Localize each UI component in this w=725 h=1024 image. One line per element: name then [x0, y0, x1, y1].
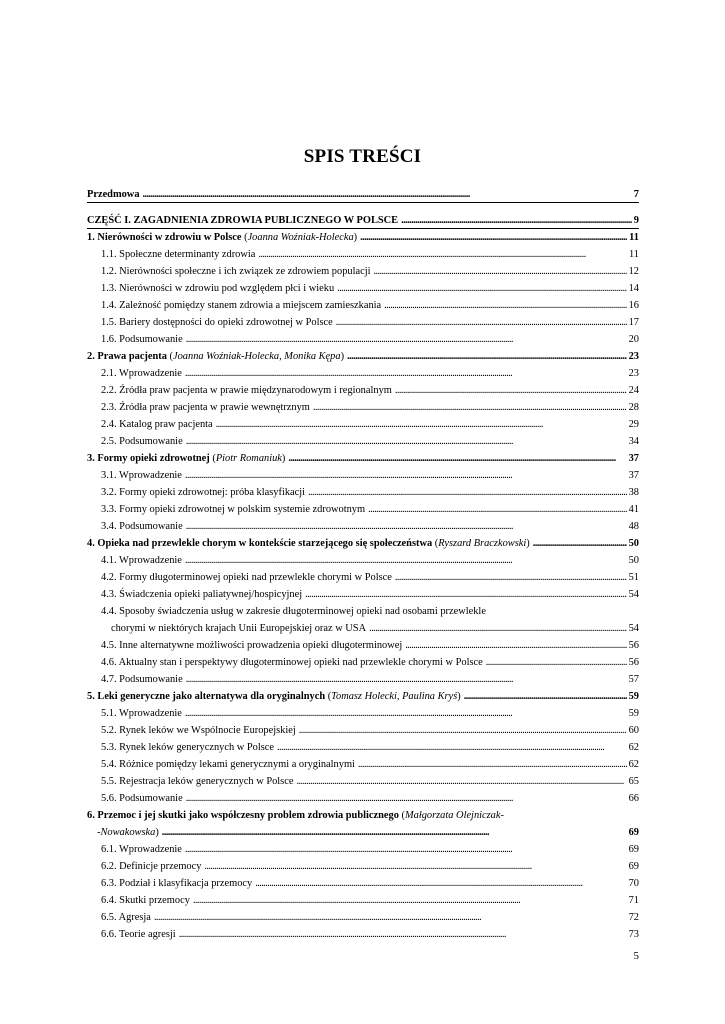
- toc-entry-title: [101, 722, 299, 739]
- leader-dots: [296, 773, 626, 790]
- toc-entry-title: [101, 263, 373, 280]
- toc-entry-text: 1.4. Zależność pomiędzy stanem zdrowia a miejscem zamieszkania: [101, 300, 382, 311]
- toc-entry-text: 4. Opieka nad przewlekle chorym w kontekście starzejącego się społeczeństwa: [87, 538, 433, 549]
- toc-entry-title: [87, 186, 143, 203]
- leader-dots: [384, 297, 626, 314]
- toc-entry-line: [101, 246, 639, 263]
- toc-page-number: 29: [628, 419, 639, 430]
- toc-entry-line: [101, 263, 639, 280]
- toc-entry-title: [101, 586, 305, 603]
- toc-entry-text: 6.1. Wprowadzenie: [101, 844, 182, 855]
- paren: (: [432, 538, 439, 549]
- toc-entry-line: [101, 926, 639, 943]
- toc-entry-author: Piotr Romaniuk: [215, 453, 282, 464]
- toc-page-number: 59: [628, 691, 639, 702]
- toc-subsection-entry[interactable]: [101, 586, 639, 603]
- toc-entry-title: [101, 297, 384, 314]
- toc-entry-line: [101, 314, 639, 331]
- toc-entry-text-continued: chorymi w niektórych krajach Unii Europejskiej oraz w USA: [111, 623, 367, 634]
- toc-page-number: 38: [628, 487, 639, 498]
- leader-dots: [347, 348, 627, 365]
- toc-page-number: 37: [628, 453, 639, 464]
- toc-entry-line: [87, 229, 639, 246]
- toc-entry-title: [87, 450, 288, 467]
- toc-subsection-entry[interactable]: [101, 841, 639, 858]
- toc-entry-text: 6.6. Teorie agresji: [101, 929, 176, 940]
- toc-entry-line: [101, 705, 639, 722]
- toc-page-number: 51: [628, 572, 639, 583]
- toc-entry-text: 6.2. Definicje przemocy: [101, 861, 202, 872]
- leader-dots: [185, 705, 627, 722]
- leader-dots: [204, 858, 626, 875]
- toc-entry-title: [87, 688, 464, 705]
- toc-entry-text: 2.1. Wprowadzenie: [101, 368, 182, 379]
- toc-entry-author: Małgorzata Olejniczak-: [404, 810, 504, 821]
- toc-entry-line: [87, 348, 639, 365]
- toc-page-number: 50: [628, 538, 639, 549]
- leader-dots: [368, 501, 627, 518]
- toc-entry-line: [87, 450, 639, 467]
- toc-page-number: 50: [628, 555, 639, 566]
- toc-subsection-entry[interactable]: [101, 399, 639, 416]
- leader-dots: [255, 875, 626, 892]
- leader-dots: [395, 569, 627, 586]
- toc-entry-author-continued: -Nowakowska: [97, 827, 156, 838]
- toc-entry-line: [101, 841, 639, 858]
- toc-subsection-entry[interactable]: [101, 484, 639, 501]
- toc-page-number: 24: [628, 385, 639, 396]
- toc-page-number: 69: [628, 844, 639, 855]
- toc-entry-line: [101, 756, 639, 773]
- leader-dots: [401, 212, 632, 229]
- toc-entry-text: 2.3. Źródła praw pacjenta w prawie wewnętrznym: [101, 402, 310, 413]
- toc-page-number: 12: [628, 266, 639, 277]
- toc-entry-line: [101, 620, 639, 637]
- toc-entry-line: [87, 535, 639, 552]
- toc-entry-text: 5.1. Wprowadzenie: [101, 708, 182, 719]
- leader-dots: [305, 586, 626, 603]
- toc-entry-line: [87, 212, 639, 229]
- toc-entry-text: 6.5. Agresja: [101, 912, 151, 923]
- toc-entry-text: Przedmowa: [87, 189, 140, 200]
- toc-page-number: 7: [633, 189, 639, 200]
- toc-entry-title: [101, 365, 185, 382]
- toc-subsection-entry[interactable]: [101, 433, 639, 450]
- toc-page-number: 34: [628, 436, 639, 447]
- toc-entry-line: [87, 807, 639, 824]
- toc-entry-line: [101, 484, 639, 501]
- toc-entry-title: [87, 348, 347, 365]
- toc-subsection-entry[interactable]: [101, 858, 639, 875]
- toc-entry-title: [101, 875, 255, 892]
- toc-page-number: 60: [628, 725, 639, 736]
- toc-subsection-entry[interactable]: [101, 705, 639, 722]
- toc-page-number: 11: [628, 249, 639, 260]
- toc-entry-text: 3.1. Wprowadzenie: [101, 470, 182, 481]
- toc-page-number: 65: [628, 776, 639, 787]
- leader-dots: [258, 246, 627, 263]
- toc-entry-line: [101, 773, 639, 790]
- leader-dots: [185, 467, 627, 484]
- toc-entry-title: [101, 501, 368, 518]
- toc-entry-title: [101, 637, 405, 654]
- toc-entry-text: 5.6. Podsumowanie: [101, 793, 183, 804]
- leader-dots: [313, 399, 627, 416]
- leader-dots: [162, 824, 627, 841]
- toc-entry-line: [101, 433, 639, 450]
- toc-subsection-entry[interactable]: [101, 518, 639, 535]
- toc-page-number: 48: [628, 521, 639, 532]
- toc-entry-line: [101, 501, 639, 518]
- leader-dots: [185, 552, 627, 569]
- toc-subsection-entry[interactable]: [101, 280, 639, 297]
- toc-entry-line: [101, 518, 639, 535]
- leader-dots: [185, 365, 627, 382]
- toc-entry-text: 6. Przemoc i jej skutki jako współczesny problem zdrowia publicznego: [87, 810, 399, 821]
- toc-entry-text: 5.3. Rynek leków generycznych w Polsce: [101, 742, 275, 753]
- toc-entry-text: 3.2. Formy opieki zdrowotnej: próba klasyfikacji: [101, 487, 306, 498]
- leader-dots: [533, 535, 627, 552]
- toc-page-number: 41: [628, 504, 639, 515]
- toc-page-number: 16: [628, 300, 639, 311]
- leader-dots: [154, 909, 627, 926]
- toc-entry-line: [101, 552, 639, 569]
- toc-entry-line: [87, 824, 639, 841]
- toc-chapter-entry[interactable]: [87, 348, 639, 365]
- toc-page-number: 14: [628, 283, 639, 294]
- leader-dots: [186, 331, 627, 348]
- toc-page-number: 57: [628, 674, 639, 685]
- toc-entry-title: [101, 552, 185, 569]
- toc-entry-text: 5.4. Różnice pomiędzy lekami generycznymi a oryginalnymi: [101, 759, 355, 770]
- toc-subsection-entry[interactable]: [101, 773, 639, 790]
- toc-entry-text: 1.5. Bariery dostępności do opieki zdrowotnej w Polsce: [101, 317, 333, 328]
- toc-subsection-entry[interactable]: [101, 263, 639, 280]
- toc-page-number: 54: [628, 589, 639, 600]
- toc-entry-text: 6.3. Podział i klasyfikacja przemocy: [101, 878, 253, 889]
- toc-entry-text: 4.5. Inne alternatywne możliwości prowadzenia opieki długoterminowej: [101, 640, 403, 651]
- paren: ): [340, 351, 345, 362]
- toc-entry-text: 2.4. Katalog praw pacjenta: [101, 419, 213, 430]
- toc-entry-title: [101, 246, 258, 263]
- toc-page-number: 56: [628, 657, 639, 668]
- toc-entry-line: [101, 892, 639, 909]
- toc-entry-title: [101, 518, 186, 535]
- toc-page-number: 11: [629, 232, 639, 243]
- toc-entry-line: [101, 671, 639, 688]
- page-title: SPIS TREŚCI: [303, 146, 422, 167]
- toc-page-number: 23: [628, 351, 639, 362]
- toc-entry-text: CZĘŚĆ I. ZAGADNIENIA ZDROWIA PUBLICZNEGO W POLSCE: [87, 215, 399, 226]
- toc-subsection-entry[interactable]: [101, 314, 639, 331]
- toc-entry-line: [101, 467, 639, 484]
- toc-subsection-entry[interactable]: [101, 654, 639, 671]
- paren: (: [166, 351, 173, 362]
- toc-entry-line: [101, 280, 639, 297]
- toc-entry-text: 2.5. Podsumowanie: [101, 436, 183, 447]
- toc-page-number: 9: [633, 215, 639, 226]
- toc-entry-title: [101, 756, 358, 773]
- leader-dots: [308, 484, 627, 501]
- toc-entry-text: 2.2. Źródła praw pacjenta w prawie międzynarodowym i regionalnym: [101, 385, 392, 396]
- leader-dots: [405, 637, 626, 654]
- toc-entry-line: [101, 331, 639, 348]
- toc-page-number: 69: [628, 861, 639, 872]
- toc-entry-title: [101, 382, 395, 399]
- leader-dots: [486, 654, 627, 671]
- paren: (: [209, 453, 216, 464]
- toc-entry-text: 1.1. Społeczne determinanty zdrowia: [101, 249, 256, 260]
- leader-dots: [143, 186, 632, 203]
- leader-dots: [216, 416, 627, 433]
- toc-subsection-entry[interactable]: [101, 892, 639, 909]
- toc-subsection-entry[interactable]: [101, 467, 639, 484]
- toc-page-number: 62: [628, 759, 639, 770]
- toc-entry-line: [87, 186, 639, 203]
- leader-dots: [186, 518, 627, 535]
- toc-entry-line: [101, 790, 639, 807]
- toc-entry-line: [101, 416, 639, 433]
- leader-dots: [395, 382, 627, 399]
- toc-page-number: 72: [628, 912, 639, 923]
- toc-entry-line: [101, 365, 639, 382]
- toc-page-number: 54: [628, 623, 639, 634]
- leader-dots: [464, 688, 627, 705]
- toc-subsection-entry[interactable]: [101, 926, 639, 943]
- toc-chapter-entry[interactable]: [87, 535, 639, 552]
- toc-page-number: 37: [628, 470, 639, 481]
- paren: (: [325, 691, 332, 702]
- toc-entry-text: 3.4. Podsumowanie: [101, 521, 183, 532]
- toc-subsection-entry[interactable]: [101, 909, 639, 926]
- toc-entry-text: 1.2. Nierówności społeczne i ich związek ze zdrowiem populacji: [101, 266, 371, 277]
- toc-entry-text: 4.3. Świadczenia opieki paliatywnej/hospicyjnej: [101, 589, 303, 600]
- toc-entry-line: [101, 654, 639, 671]
- toc-subsection-entry[interactable]: [101, 790, 639, 807]
- toc-entry-author: Joanna Woźniak-Holecka: [247, 232, 354, 243]
- toc-page-number: 17: [628, 317, 639, 328]
- toc-entry-text: 4.1. Wprowadzenie: [101, 555, 182, 566]
- toc-page-number: 56: [628, 640, 639, 651]
- leader-dots: [186, 790, 627, 807]
- paren: ): [281, 453, 286, 464]
- toc-entry-line: [101, 603, 639, 620]
- toc-page-number: 59: [628, 708, 639, 719]
- leader-dots: [277, 739, 627, 756]
- toc-chapter-entry[interactable]: [87, 212, 639, 229]
- toc-entry-title: [101, 416, 216, 433]
- paren: (: [398, 810, 405, 821]
- leader-dots: [179, 926, 627, 943]
- toc-entry-title: [87, 229, 360, 246]
- leader-dots: [186, 671, 627, 688]
- toc-chapter-entry[interactable]: [87, 229, 639, 246]
- toc-subsection-entry[interactable]: [101, 756, 639, 773]
- divider: [87, 202, 639, 203]
- toc-entry-title: [101, 399, 313, 416]
- toc-entry-text: 5. Leki generyczne jako alternatywa dla oryginalnych: [87, 691, 326, 702]
- toc-entry-text: 2. Prawa pacjenta: [87, 351, 167, 362]
- toc-entry-title: [101, 790, 186, 807]
- toc-entry-line: [87, 688, 639, 705]
- toc-entry-text: 5.2. Rynek leków we Wspólnocie Europejskiej: [101, 725, 296, 736]
- paren: ): [457, 691, 461, 702]
- toc-chapter-entry[interactable]: [87, 807, 639, 841]
- toc-entry-title: [101, 909, 154, 926]
- toc-entry-title: [101, 705, 185, 722]
- toc-entry-line: [101, 858, 639, 875]
- paren: ): [526, 538, 530, 549]
- divider: [87, 228, 639, 229]
- toc-subsection-entry[interactable]: [101, 331, 639, 348]
- toc-entry-line: [101, 297, 639, 314]
- toc-entry-title: [97, 824, 162, 841]
- toc-page-number: 71: [628, 895, 639, 906]
- toc-entry-title: [101, 739, 277, 756]
- toc-entry-line: [101, 722, 639, 739]
- toc-subsection-entry[interactable]: [101, 297, 639, 314]
- toc-entry-text: 1. Nierówności w zdrowiu w Polsce: [87, 232, 242, 243]
- toc-entry-text: 3. Formy opieki zdrowotnej: [87, 453, 210, 464]
- toc-page-number: 69: [628, 827, 639, 838]
- toc-subsection-entry[interactable]: [101, 246, 639, 263]
- toc-subsection-entry[interactable]: [101, 365, 639, 382]
- toc-entry-title: [101, 671, 186, 688]
- toc-subsection-entry[interactable]: [101, 569, 639, 586]
- leader-dots: [186, 433, 627, 450]
- toc-subsection-entry[interactable]: [101, 552, 639, 569]
- toc-entry-text: 4.2. Formy długoterminowej opieki nad przewlekle chorymi w Polsce: [101, 572, 392, 583]
- toc-entry-text: 1.6. Podsumowanie: [101, 334, 183, 345]
- toc-entry-line: [101, 382, 639, 399]
- leader-dots: [288, 450, 626, 467]
- paren: ): [353, 232, 358, 243]
- toc-subsection-entry[interactable]: [101, 637, 639, 654]
- toc-subsection-entry[interactable]: [101, 603, 639, 637]
- toc-entry-title: [101, 467, 185, 484]
- toc-entry-text: 3.3. Formy opieki zdrowotnej w polskim systemie zdrowotnym: [101, 504, 366, 515]
- leader-dots: [336, 314, 627, 331]
- toc-entry-author: Joanna Woźniak-Holecka, Monika Kępa: [173, 351, 341, 362]
- toc-entry-author: Tomasz Holecki, Paulina Kryś: [331, 691, 458, 702]
- toc-entry-title: [101, 280, 337, 297]
- leader-dots: [299, 722, 627, 739]
- paren: ): [155, 827, 159, 838]
- leader-dots: [185, 841, 627, 858]
- leader-dots: [358, 756, 627, 773]
- toc-entry-title: [101, 654, 486, 671]
- toc-entry-line: [101, 637, 639, 654]
- toc-entry-title: [101, 858, 204, 875]
- toc-subsection-entry[interactable]: [101, 501, 639, 518]
- toc-entry-line: [101, 909, 639, 926]
- toc-entry-author: Ryszard Braczkowski: [438, 538, 527, 549]
- toc-entry-title: [101, 569, 395, 586]
- page-number: 5: [633, 950, 639, 962]
- toc-subsection-entry[interactable]: [101, 671, 639, 688]
- toc-entry-line: [101, 739, 639, 756]
- toc-entry-title: [87, 212, 401, 229]
- toc-entry-line: [101, 569, 639, 586]
- toc-entry-text: 1.3. Nierówności w zdrowiu pod względem płci i wieku: [101, 283, 335, 294]
- leader-dots: [337, 280, 626, 297]
- toc-page-number: 62: [628, 742, 639, 753]
- toc-entry-title: [101, 331, 186, 348]
- toc-entry-line: [101, 875, 639, 892]
- toc-entry-title: [101, 314, 336, 331]
- leader-dots: [369, 620, 627, 637]
- toc-entry-title: [101, 892, 193, 909]
- toc-entry-title: [101, 926, 179, 943]
- toc-page-number: 28: [628, 402, 639, 413]
- toc-entry-text: 5.5. Rejestracja leków generycznych w Polsce: [101, 776, 294, 787]
- leader-dots: [360, 229, 627, 246]
- toc-entry-text: 4.6. Aktualny stan i perspektywy długoterminowej opieki nad przewlekle chorymi w Polsce: [101, 657, 483, 668]
- toc-subsection-entry[interactable]: [101, 382, 639, 399]
- toc-page-number: 73: [628, 929, 639, 940]
- toc-entry-title: [101, 433, 186, 450]
- leader-dots: [373, 263, 626, 280]
- toc-subsection-entry[interactable]: [101, 739, 639, 756]
- toc-page-number: 23: [628, 368, 639, 379]
- toc-entry-title: [101, 484, 308, 501]
- toc-entry-line: [101, 586, 639, 603]
- toc-page-number: 66: [628, 793, 639, 804]
- toc-entry-line: [101, 399, 639, 416]
- toc-page-number: 20: [628, 334, 639, 345]
- toc-page-number: 70: [628, 878, 639, 889]
- toc-subsection-entry[interactable]: [101, 875, 639, 892]
- toc-entry-title: [87, 535, 533, 552]
- toc-entry-title: [87, 807, 507, 824]
- toc-chapter-entry[interactable]: [87, 450, 639, 467]
- toc-entry-text: 6.4. Skutki przemocy: [101, 895, 190, 906]
- toc-entry-title: [101, 773, 296, 790]
- toc-chapter-entry[interactable]: [87, 688, 639, 705]
- toc-entry-title: [101, 841, 185, 858]
- toc-entry-text: 4.7. Podsumowanie: [101, 674, 183, 685]
- toc-chapter-entry[interactable]: [87, 186, 639, 203]
- toc-entry-text: 4.4. Sposoby świadczenia usług w zakresie długoterminowej opieki nad osobami przewlekle: [101, 606, 486, 617]
- leader-dots: [193, 892, 627, 909]
- toc-subsection-entry[interactable]: [101, 722, 639, 739]
- paren: (: [241, 232, 248, 243]
- toc-subsection-entry[interactable]: [101, 416, 639, 433]
